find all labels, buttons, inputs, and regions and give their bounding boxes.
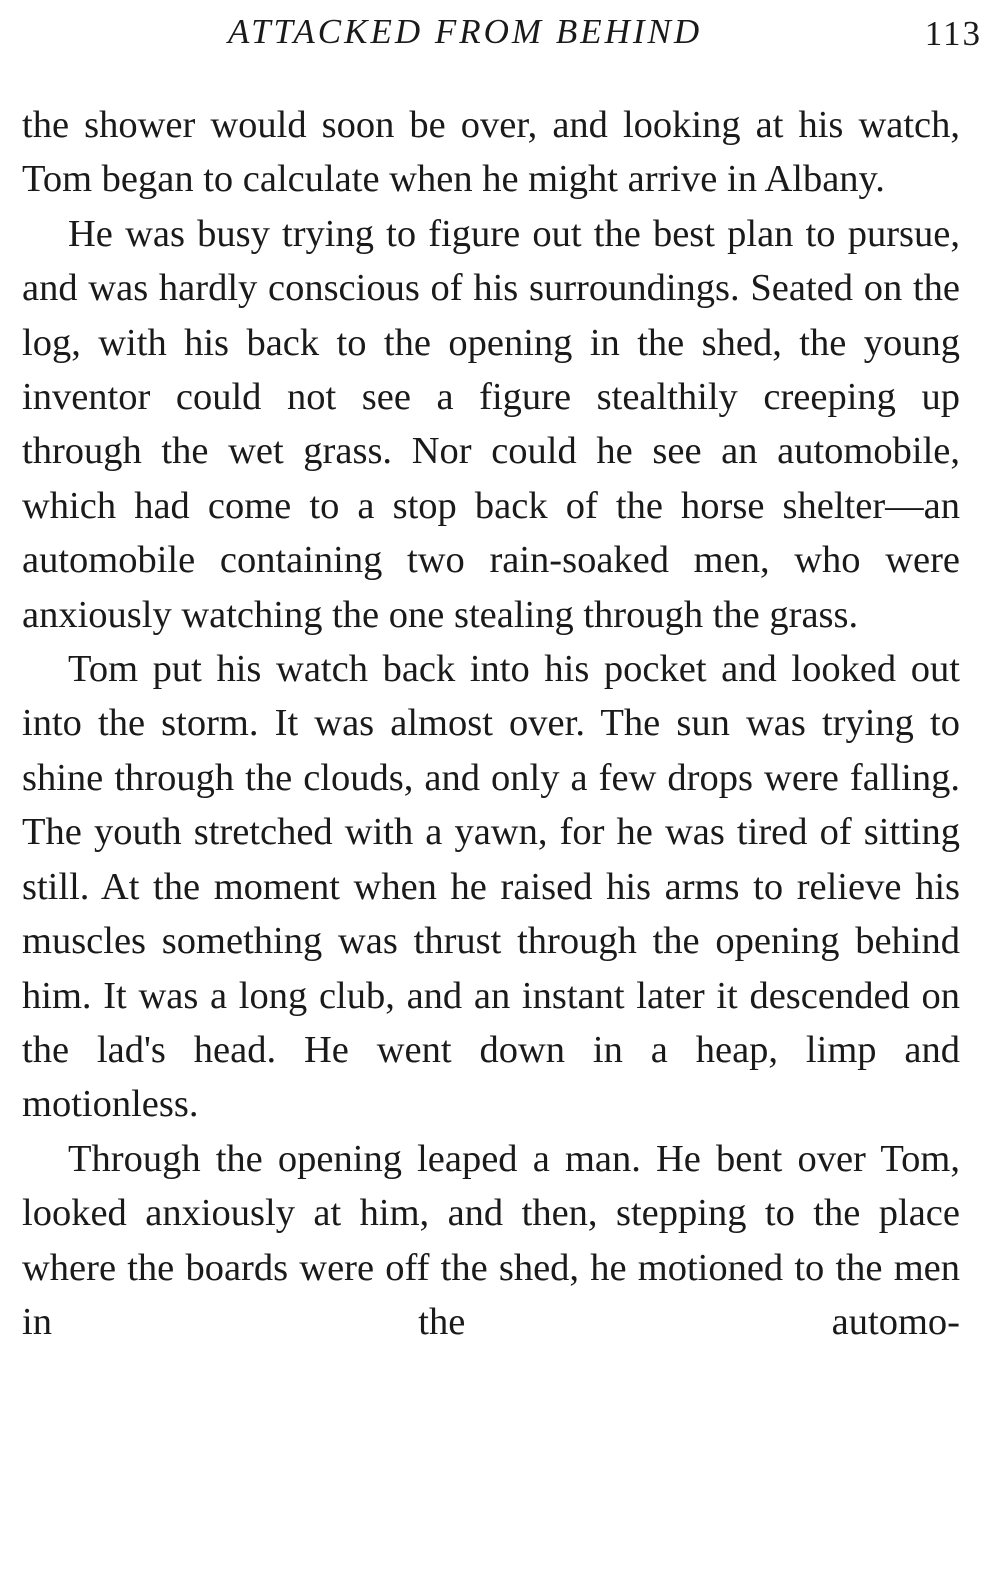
paragraph: Through the opening leaped a man. He bent over Tom, looked anxiously at him, and then, stepping to the place where the boards were off the shed, he motioned to the men in the automo- (22, 1137, 960, 1343)
page-number: 113 (924, 14, 982, 53)
running-head (0, 8, 990, 58)
paragraph: He was busy trying to figure out the best plan to pursue, and was hardly conscious of his surroundings. Seated on the log, with his back to the opening in the shed, the young inventor could not see a figure stealthily creeping up through the wet grass. Nor could he see an automobile, which had come to a stop back of the horse shelter—an automobile containing two rain-soaked men, who were anxiously watching the one stealing through the grass. (22, 212, 960, 636)
body-text (22, 98, 960, 1349)
paragraph-continued: the shower would soon be over, and looking at his watch, Tom began to calculate when he might arrive in Albany. (22, 104, 960, 201)
paragraph: Tom put his watch back into his pocket and looked out into the storm. It was almost over. The sun was trying to shine through the clouds, and only a few drops were falling. The youth stretched with a yawn, for he was tired of sitting still. At the moment when he raised his arms to relieve his muscles something was thrust through the opening behind him. It was a long club, and an instant later it descended on the lad's head. He went down in a heap, limp and motionless. (22, 648, 960, 1126)
running-title: ATTACKED FROM BEHIND (228, 12, 703, 51)
